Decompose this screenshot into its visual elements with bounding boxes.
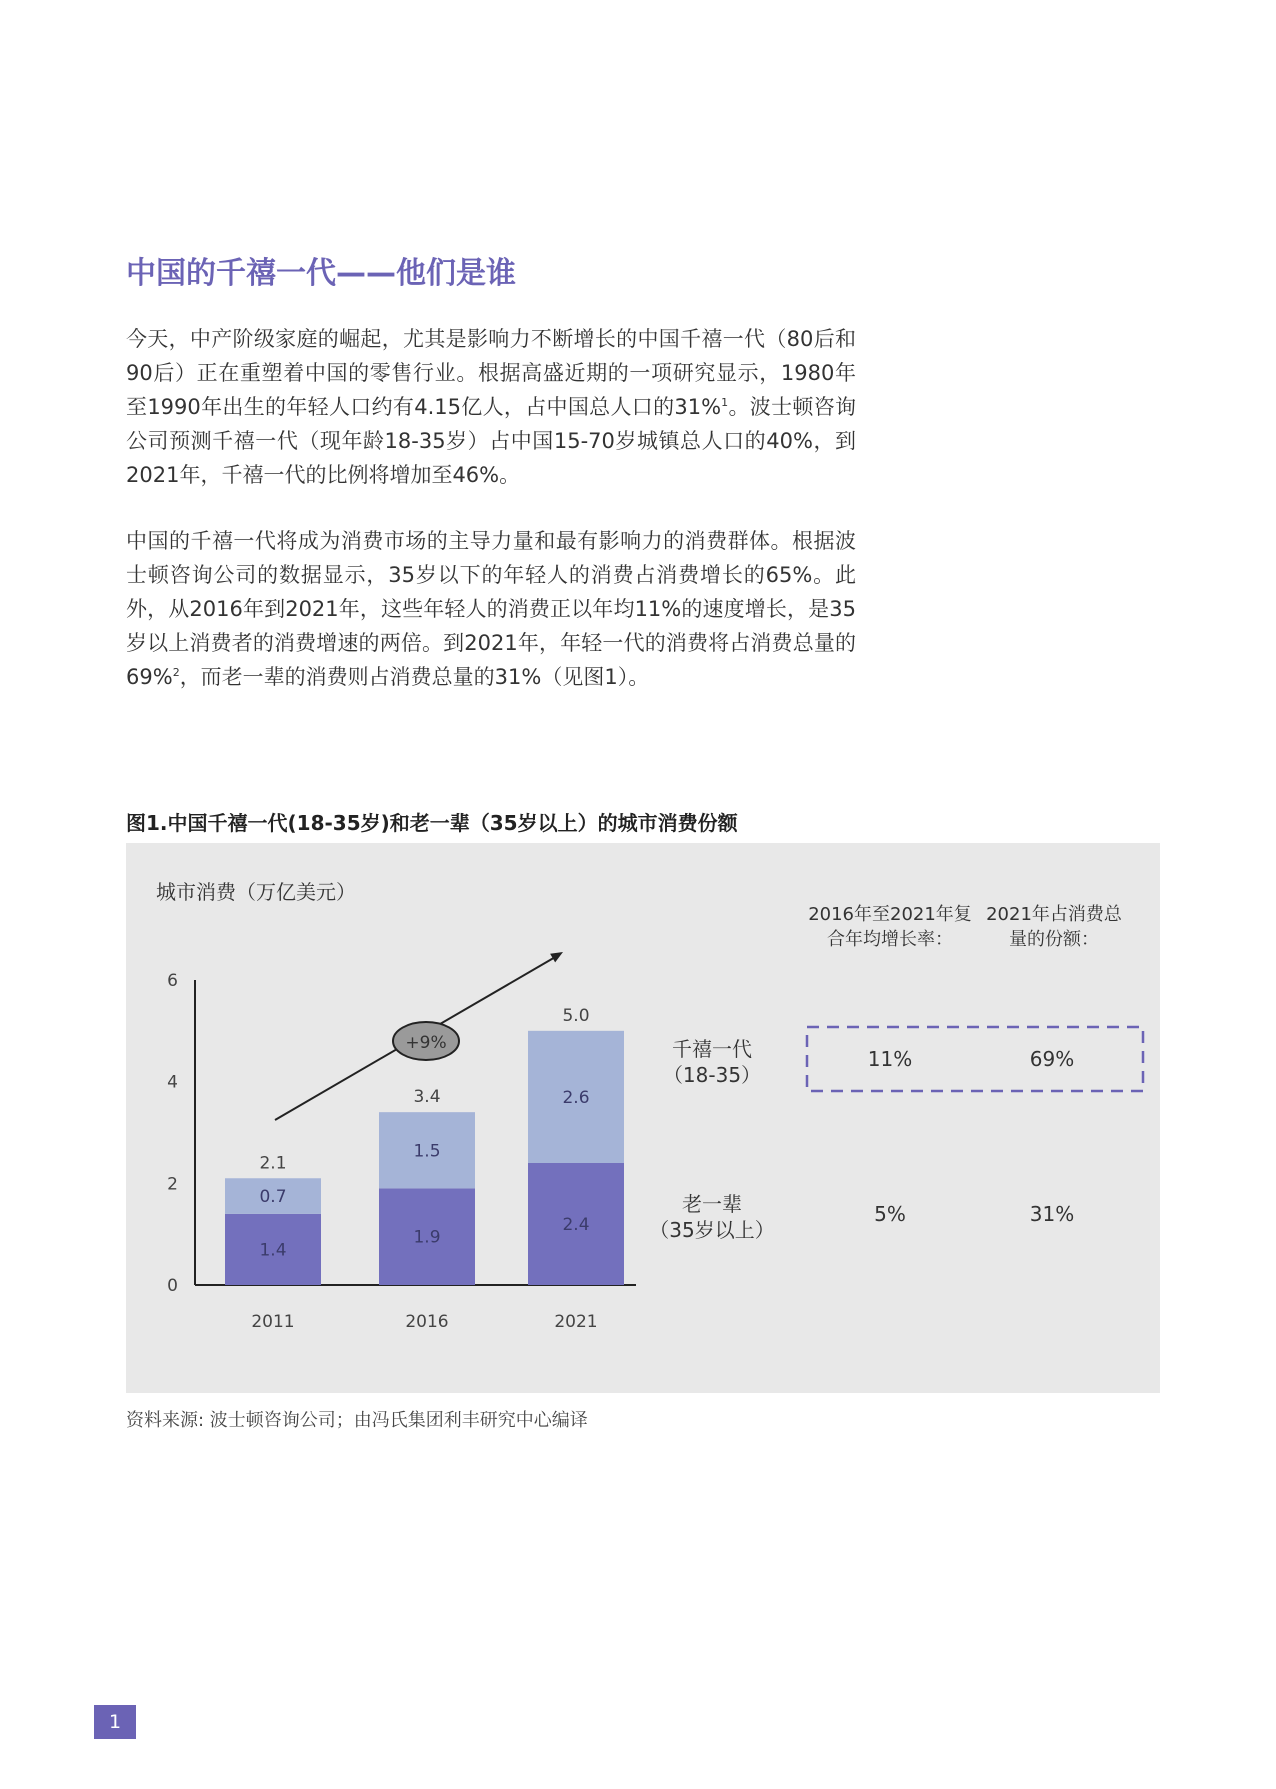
data-label: 1.4: [259, 1240, 287, 1261]
y-axis-title: 城市消费（万亿美元）: [156, 880, 356, 904]
figure-panel: [126, 843, 1160, 1393]
source-note: 资料来源: 波士顿咨询公司；由冯氏集团利丰研究中心编译: [126, 1410, 588, 1431]
cagr-value: 5%: [874, 1202, 906, 1226]
paragraph-1: [126, 322, 856, 492]
cagr-value: 11%: [867, 1047, 913, 1071]
x-tick-label: 2021: [554, 1312, 598, 1332]
data-label: 1.5: [413, 1141, 441, 1162]
data-label: 1.9: [413, 1227, 441, 1248]
row-label: （18-35）: [662, 1063, 762, 1087]
trend-label: +9%: [405, 1033, 447, 1053]
page-title: 中国的千禧一代——他们是谁: [126, 256, 516, 291]
y-tick-label: 6: [167, 971, 178, 991]
footnote-marker-2: 2: [172, 666, 180, 679]
table-header-share: 量的份额：: [1009, 929, 1099, 950]
paragraph-1-text-a: 今天，中产阶级家庭的崛起，尤其是影响力不断增长的中国千禧一代（80后和90后）正在重塑着中国的零售行业。根据高盛近期的一项研究显示，1980年至1990年出生的年轻人口约有4.15亿人，占中国总人口的31%: [126, 327, 856, 419]
table-header-cagr: 合年均增长率：: [827, 929, 953, 950]
data-label: 2.4: [562, 1215, 590, 1235]
x-tick-label: 2016: [405, 1312, 449, 1332]
figure-title: 图1.中国千禧一代(18-35岁)和老一辈（35岁以上）的城市消费份额: [126, 811, 738, 835]
highlight-box: [807, 1027, 1143, 1091]
y-tick-label: 0: [167, 1276, 178, 1296]
x-tick-label: 2011: [251, 1312, 295, 1332]
row-label: 老一辈: [682, 1192, 742, 1216]
row-label: 千禧一代: [672, 1037, 752, 1061]
total-label: 3.4: [413, 1087, 441, 1108]
total-label: 5.0: [562, 1005, 590, 1026]
page-number: 1: [94, 1705, 136, 1739]
total-label: 2.1: [259, 1153, 287, 1174]
row-label: （35岁以上）: [649, 1218, 775, 1242]
trend-arrow-head: [550, 952, 563, 962]
paragraph-2: [126, 524, 856, 694]
paragraph-1-text-b: 。波士顿咨询公司预测千禧一代（现年龄18-35岁）占中国15-70岁城镇总人口的40%，到2021年，千禧一代的比例将增加至46%。: [126, 395, 857, 487]
table-header-share: 2021年占消费总: [986, 904, 1122, 925]
y-tick-label: 4: [167, 1072, 178, 1093]
data-label: 0.7: [259, 1187, 287, 1208]
paragraph-2-text-a: 中国的千禧一代将成为消费市场的主导力量和最有影响力的消费群体。根据波士顿咨询公司的数据显示，35岁以下的年轻人的消费占消费增长的65%。此外，从2016年到2021年，这些年轻人的消费正以年均11%的速度增长，是35岁以上消费者的消费增速的两倍。到2021年，年轻一代的消费将占消费总量的69%: [126, 529, 856, 689]
share-value: 31%: [1029, 1202, 1075, 1226]
table-header-cagr: 2016年至2021年复: [808, 904, 972, 925]
data-label: 2.6: [562, 1087, 590, 1108]
y-tick-label: 2: [167, 1174, 178, 1195]
footnote-marker-1: 1: [721, 396, 729, 409]
paragraph-2-text-b: ，而老一辈的消费则占消费总量的31%（见图1）。: [179, 665, 650, 689]
share-value: 69%: [1029, 1047, 1075, 1071]
consumption-chart: [126, 843, 1160, 1393]
